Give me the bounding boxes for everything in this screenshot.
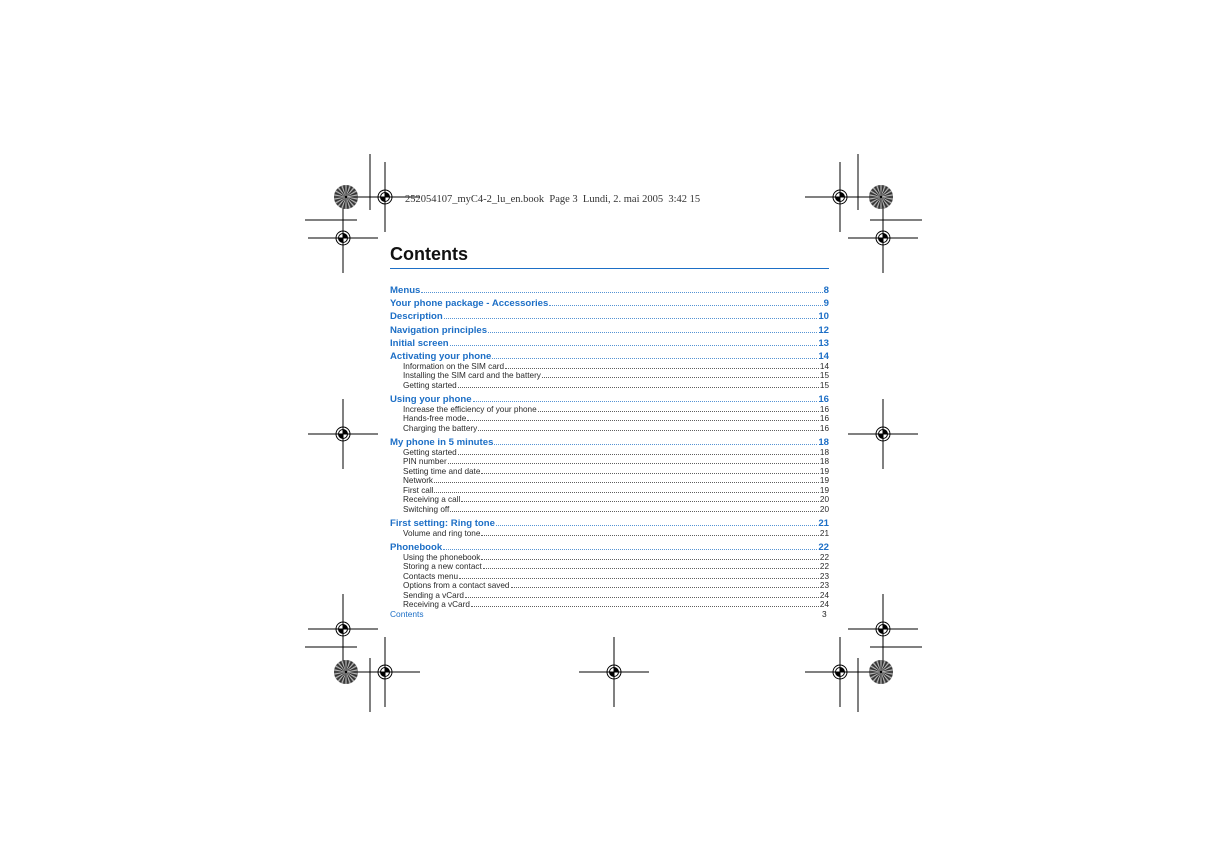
toc-entry-page: 10: [818, 311, 829, 322]
toc-entry-page: 21: [819, 528, 829, 538]
toc-section-entry[interactable]: [390, 505, 829, 514]
toc-entry-label: PIN number: [403, 457, 447, 466]
toc-dot-leader: [421, 285, 822, 293]
toc-dot-leader: [483, 562, 819, 569]
toc-dot-leader: [492, 351, 817, 359]
toc-section-entry[interactable]: [390, 591, 829, 600]
registration-target-icon: [805, 162, 875, 232]
toc-dot-leader: [465, 591, 819, 598]
toc-section-entry[interactable]: [390, 457, 829, 466]
toc-section-entry[interactable]: [390, 467, 829, 476]
toc-dot-leader: [478, 424, 819, 431]
toc-section-entry[interactable]: [390, 414, 829, 423]
registration-target-icon: [805, 637, 875, 707]
toc-chapter-entry[interactable]: [390, 338, 829, 349]
toc-dot-leader: [450, 338, 818, 346]
toc-entry-label: Your phone package - Accessories: [390, 298, 549, 309]
toc-section-entry[interactable]: [390, 495, 829, 504]
toc-entry-page: 8: [823, 285, 829, 296]
toc-entry-page: 16: [819, 414, 829, 423]
toc-chapter-entry[interactable]: [390, 311, 829, 322]
toc-entry-label: Hands-free mode: [403, 414, 467, 423]
toc-chapter-entry[interactable]: [390, 437, 829, 448]
toc-entry-label: Phonebook: [390, 542, 443, 553]
toc-entry-label: Installing the SIM card and the battery: [403, 371, 541, 380]
toc-entry-label: Receiving a vCard: [403, 600, 470, 609]
toc-section-entry[interactable]: [390, 600, 829, 609]
starburst-register-icon: [334, 185, 358, 209]
toc-dot-leader: [467, 414, 819, 421]
toc-entry-page: 14: [818, 351, 829, 362]
toc-entry-page: 20: [819, 504, 829, 514]
toc-entry-label: Initial screen: [390, 338, 449, 349]
toc-entry-page: 16: [819, 404, 829, 414]
toc-entry-page: 21: [818, 518, 829, 529]
toc-entry-page: 18: [819, 447, 829, 457]
page-title: Contents: [390, 244, 468, 264]
toc-dot-leader: [443, 542, 817, 550]
toc-dot-leader: [481, 467, 819, 474]
toc-chapter-entry[interactable]: [390, 542, 829, 553]
toc-dot-leader: [473, 394, 818, 402]
toc-entry-page: 14: [819, 361, 829, 371]
registration-target-icon: [308, 203, 378, 273]
toc-dot-leader: [494, 437, 817, 445]
toc-entry-label: Increase the efficiency of your phone: [403, 404, 537, 414]
toc-entry-page: 24: [819, 590, 829, 600]
toc-entry-label: Switching off: [403, 504, 450, 514]
toc-dot-leader: [488, 325, 817, 333]
toc-dot-leader: [481, 553, 819, 560]
toc-section-entry[interactable]: [390, 486, 829, 495]
toc-entry-page: 19: [819, 476, 829, 485]
toc-entry-label: Charging the battery: [403, 423, 478, 433]
toc-entry-page: 19: [819, 466, 829, 476]
registration-target-icon: [350, 637, 420, 707]
toc-section-entry[interactable]: [390, 572, 829, 581]
toc-entry-page: 16: [819, 423, 829, 433]
registration-target-icon: [308, 399, 378, 469]
toc-entry-label: Activating your phone: [390, 351, 492, 362]
registration-target-icon: [848, 203, 918, 273]
toc-dot-leader: [549, 298, 822, 306]
registration-target-icon: [308, 594, 378, 664]
toc-entry-label: Description: [390, 311, 443, 322]
toc-dot-leader: [434, 486, 818, 493]
toc-entry-label: First call: [403, 485, 434, 495]
toc-dot-leader: [538, 405, 819, 412]
toc-entry-label: Menus: [390, 285, 421, 296]
toc-entry-label: Information on the SIM card: [403, 361, 505, 371]
toc-entry-page: 23: [819, 571, 829, 581]
toc-entry-label: First setting: Ring tone: [390, 518, 495, 529]
toc-entry-label: My phone in 5 minutes: [390, 437, 494, 448]
toc-entry-label: Navigation principles: [390, 325, 488, 336]
file-info-header: 252054107_myC4-2_lu_en.book Page 3 Lundi, 2. mai 2005 3:42 15: [405, 194, 701, 205]
toc-entry-page: 22: [818, 542, 829, 553]
toc-entry-page: 18: [819, 457, 829, 466]
toc-dot-leader: [458, 381, 819, 388]
toc-dot-leader: [496, 518, 817, 526]
toc-dot-leader: [444, 311, 818, 319]
starburst-register-icon: [334, 660, 358, 684]
toc-entry-page: 20: [819, 495, 829, 504]
toc-section-entry[interactable]: [390, 562, 829, 571]
toc-chapter-entry[interactable]: [390, 325, 829, 336]
registration-target-icon: [848, 399, 918, 469]
toc-entry-label: Contacts menu: [403, 571, 459, 581]
toc-section-entry[interactable]: [390, 581, 829, 590]
toc-entry-page: 19: [819, 485, 829, 495]
toc-entry-page: 9: [823, 298, 829, 309]
toc-entry-page: 13: [818, 338, 829, 349]
title-divider: [390, 268, 829, 269]
toc-section-entry[interactable]: [390, 476, 829, 485]
toc-entry-page: 22: [819, 552, 829, 562]
toc-dot-leader: [450, 505, 819, 512]
toc-entry-label: Options from a contact saved: [403, 581, 510, 590]
toc-dot-leader: [481, 529, 819, 536]
footer-page-number: 3: [822, 609, 827, 619]
toc-entry-label: Getting started: [403, 380, 457, 390]
toc-entry-page: 24: [819, 600, 829, 609]
toc-dot-leader: [505, 362, 819, 369]
toc-dot-leader: [471, 600, 819, 607]
toc-entry-page: 12: [818, 325, 829, 336]
toc-section-entry[interactable]: [390, 529, 829, 538]
toc-entry-label: Volume and ring tone: [403, 528, 481, 538]
registration-target-icon: [848, 594, 918, 664]
toc-dot-leader: [434, 476, 819, 483]
toc-section-entry[interactable]: [390, 371, 829, 380]
toc-entry-label: Receiving a call: [403, 495, 461, 504]
toc-entry-page: 15: [819, 371, 829, 380]
toc-entry-label: Storing a new contact: [403, 562, 482, 571]
toc-dot-leader: [461, 495, 819, 502]
toc-entry-page: 18: [818, 437, 829, 448]
toc-section-entry[interactable]: [390, 381, 829, 390]
toc-entry-label: Getting started: [403, 447, 457, 457]
toc-section-entry[interactable]: [390, 405, 829, 414]
toc-entry-label: Sending a vCard: [403, 590, 464, 600]
registration-target-icon: [579, 637, 649, 707]
toc-section-entry[interactable]: [390, 553, 829, 562]
toc-entry-page: 16: [818, 394, 829, 405]
starburst-register-icon: [869, 660, 893, 684]
toc-entry-page: 23: [819, 581, 829, 590]
toc-dot-leader: [542, 371, 819, 378]
toc-dot-leader: [458, 448, 819, 455]
toc-entry-page: 22: [819, 562, 829, 571]
toc-chapter-entry[interactable]: [390, 298, 829, 309]
toc-section-entry[interactable]: [390, 448, 829, 457]
toc-chapter-entry[interactable]: [390, 285, 829, 296]
toc-chapter-entry[interactable]: [390, 351, 829, 362]
toc-chapter-entry[interactable]: [390, 518, 829, 529]
toc-dot-leader: [459, 572, 819, 579]
toc-dot-leader: [448, 457, 819, 464]
toc-dot-leader: [511, 581, 819, 588]
toc-entry-label: Using the phonebook: [403, 552, 481, 562]
toc-chapter-entry[interactable]: [390, 394, 829, 405]
starburst-register-icon: [869, 185, 893, 209]
toc-entry-page: 15: [819, 380, 829, 390]
toc-section-entry[interactable]: [390, 362, 829, 371]
toc-entry-label: Setting time and date: [403, 466, 481, 476]
toc-entry-label: Using your phone: [390, 394, 472, 405]
footer-section-label: Contents: [390, 609, 424, 619]
toc-entry-label: Network: [403, 476, 434, 485]
toc-section-entry[interactable]: [390, 424, 829, 433]
